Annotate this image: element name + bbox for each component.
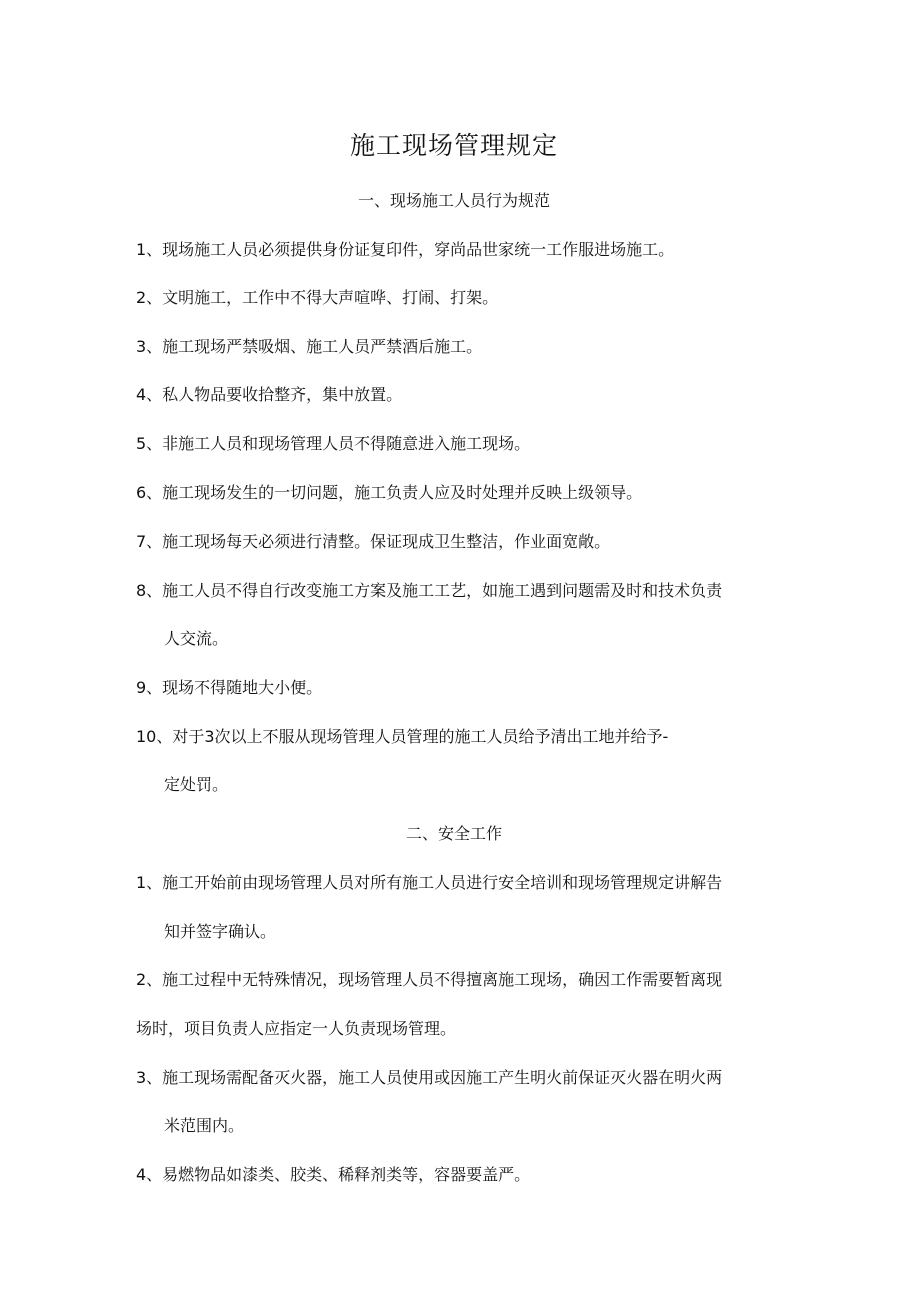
rule-line-continuation: 定处罚。: [164, 775, 229, 794]
rule-line-continuation: 知并签字确认。: [164, 922, 277, 941]
rule-line: 10、对于3次以上不服从现场管理人员管理的施工人员给予清出工地并给予-: [136, 727, 669, 746]
rule-line: 5、非施工人员和现场管理人员不得随意进入施工现场。: [136, 434, 531, 453]
rule-line: 4、易燃物品如漆类、胶类、稀释剂类等，容器要盖严。: [136, 1165, 531, 1184]
rule-line: 2、文明施工，工作中不得大声喧哗、打闹、打架。: [136, 288, 499, 307]
rule-line: 8、施工人员不得自行改变施工方案及施工工艺，如施工遇到问题需及时和技术负责: [136, 581, 723, 600]
rule-line: 1、施工开始前由现场管理人员对所有施工人员进行安全培训和现场管理规定讲解告: [136, 873, 723, 892]
rule-line: 3、施工现场严禁吸烟、施工人员严禁酒后施工。: [136, 337, 483, 356]
rule-line: 1、现场施工人员必须提供身份证复印件，穿尚品世家统一工作服进场施工。: [136, 240, 675, 259]
rule-line: 4、私人物品要收拾整齐，集中放置。: [136, 385, 403, 404]
section-heading-safety: 二、安全工作: [405, 824, 502, 843]
rule-line: 6、施工现场发生的一切问题，施工负责人应及时处理并反映上级领导。: [136, 483, 643, 502]
rule-line-continuation: 米范围内。: [164, 1116, 245, 1135]
rule-line-continuation: 人交流。: [164, 629, 229, 648]
rule-line: 7、施工现场每天必须进行清整。保证现成卫生整洁，作业面宽敞。: [136, 532, 611, 551]
rule-line-continuation: 场时，项目负责人应指定一人负责现场管理。: [136, 1019, 457, 1038]
section-heading-conduct: 一、现场施工人员行为规范: [357, 191, 550, 210]
document-title: 施工现场管理规定: [349, 131, 558, 160]
rule-line: 3、施工现场需配备灭火器，施工人员使用或因施工产生明火前保证灭火器在明火两: [136, 1068, 723, 1087]
rule-line: 9、现场不得随地大小便。: [136, 678, 323, 697]
rule-line: 2、施工过程中无特殊情况，现场管理人员不得擅离施工现场，确因工作需要暂离现: [136, 970, 723, 989]
